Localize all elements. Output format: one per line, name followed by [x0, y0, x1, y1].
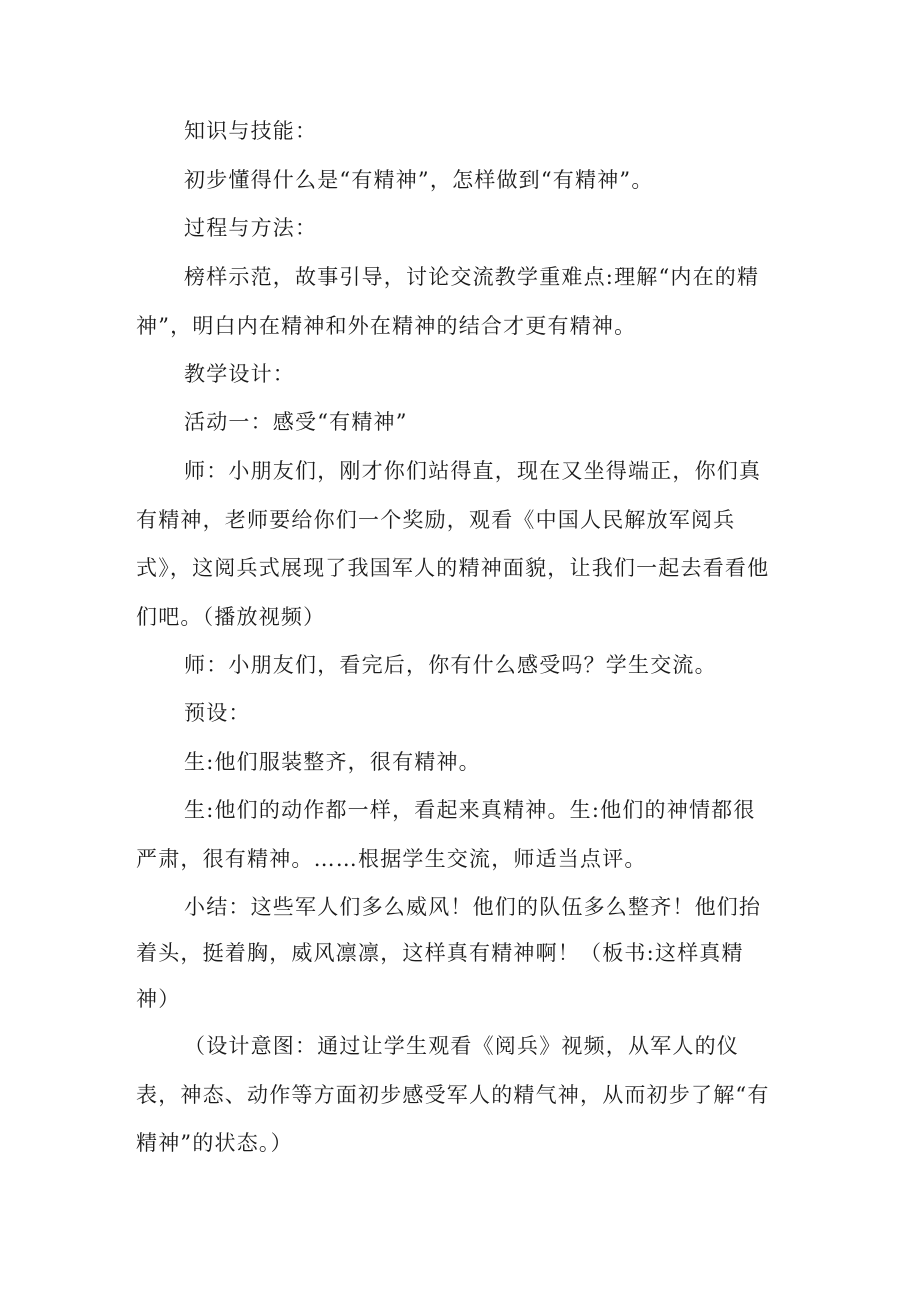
paragraph-student-answer-1: 生:他们服装整齐，很有精神。 — [184, 750, 481, 774]
paragraph-method-difficulty: 榜样示范，故事引导，讨论交流教学重难点:理解“内在的精神”，明白内在精神和外在精神的结合才更有精神。 — [136, 265, 760, 338]
paragraph-student-answers-2: 生:他们的动作都一样，看起来真精神。生:他们的神情都很严肃，很有精神。……根据学生交流，师适当点评。 — [136, 798, 756, 871]
heading-preset: 预设： — [184, 701, 251, 725]
paragraph-design-intent: （设计意图：通过让学生观看《阅兵》视频，从军人的仪表，神态、动作等方面初步感受军人的精气神，从而初步了解“有精神”的状态。） — [136, 1034, 770, 1155]
heading-process-method: 过程与方法： — [184, 216, 318, 240]
heading-knowledge-skills: 知识与技能： — [184, 119, 318, 143]
paragraph-teacher-question: 师：小朋友们，看完后，你有什么感受吗？学生交流。 — [184, 653, 717, 677]
heading-teaching-design: 教学设计： — [184, 362, 295, 386]
paragraph-knowledge-goal: 初步懂得什么是“有精神”，怎样做到“有精神”。 — [184, 168, 654, 192]
paragraph-teacher-intro: 师：小朋友们，刚才你们站得直，现在又坐得端正，你们真有精神，老师要给你们一个奖励，观看《中国人民解放军阅兵式》，这阅兵式展现了我国军人的精神面貌，让我们一起去看看他们吧。（播放视频） — [136, 459, 770, 629]
heading-activity-one: 活动一：感受“有精神” — [184, 410, 408, 434]
paragraph-summary: 小结：这些军人们多么威风！他们的队伍多么整齐！他们抬着头，挺着胸，威风凛凛，这样真有精神啊！（板书:这样真精神） — [136, 895, 762, 1011]
